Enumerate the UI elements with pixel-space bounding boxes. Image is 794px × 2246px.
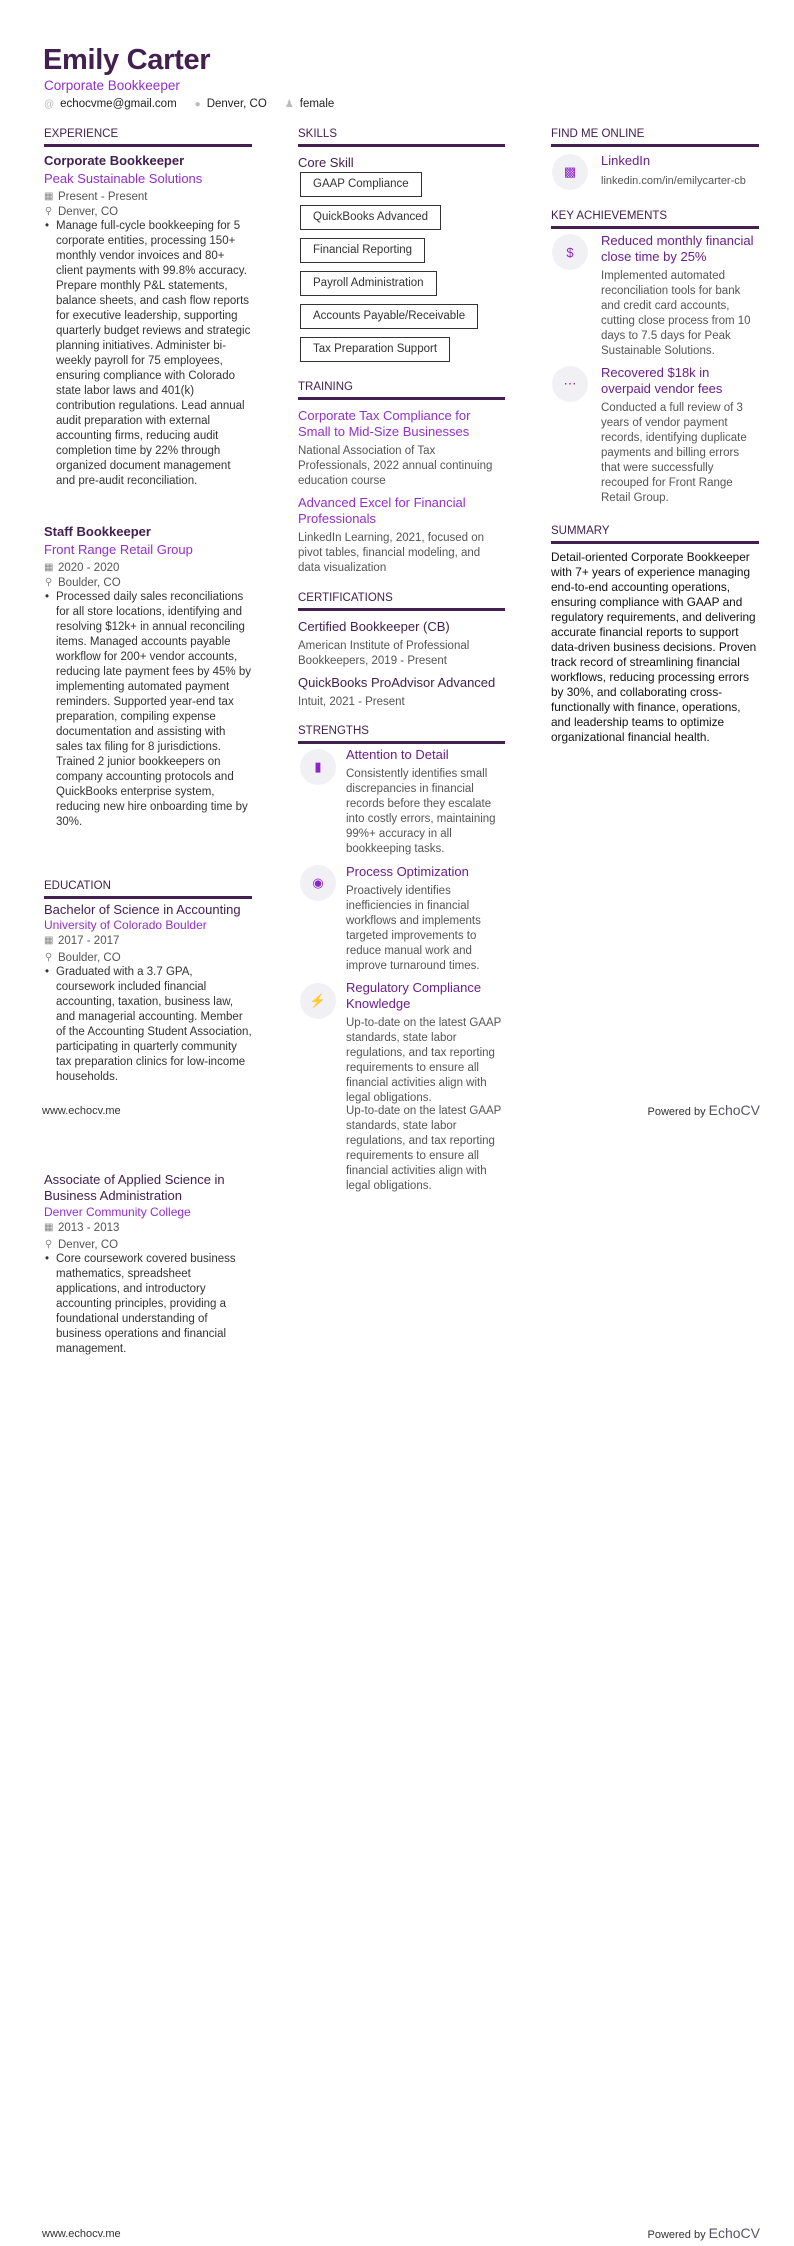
summary-text: Detail-oriented Corporate Bookkeeper with 7+ years of experience managing end-to-end accounting operations, ensuring compliance with GAAP and regulatory requirements, and delivering accurate financial reports to support data-driven business decisions. Proven track record of streamlining financial workflows, reducing processing errors by 30%, and collaborating cross-functionally with finance, operations, and leadership teams to optimize organizational financial health.	[551, 550, 757, 744]
resume-page-2	[0, 1105, 794, 2246]
dates-text: 2013 - 2013	[58, 1221, 120, 1234]
degree: Associate of Applied Science in Business Administration	[44, 1172, 225, 1203]
strength-title: Attention to Detail	[346, 747, 449, 762]
education-section	[44, 880, 252, 899]
achievement-title: Reduced monthly financial close time by 25%	[601, 233, 754, 264]
email[interactable]: echocvme@gmail.com	[60, 98, 177, 110]
footer-powered-by[interactable]	[647, 1102, 760, 1118]
strength-item	[346, 747, 506, 857]
strength-item	[346, 980, 506, 1104]
education-description: • Graduated with a 3.7 GPA, coursework included financial accounting, taxation, business law, and managerial accounting. Member of the Accounting Student Association, participating in quarterly community tax preparation clinics for low-income households.	[44, 965, 252, 1085]
candidate-title: Corporate Bookkeeper	[44, 78, 180, 93]
section-heading: FIND ME ONLINE	[551, 128, 759, 147]
calendar-icon: ▦	[44, 1222, 54, 1233]
strength-continuation	[346, 1105, 506, 1200]
file-bolt-icon: ⚡	[300, 983, 336, 1019]
dollar-icon: $	[552, 234, 588, 270]
company: Peak Sustainable Solutions	[44, 171, 203, 186]
profile-url[interactable]: linkedin.com/in/emilycarter-cb	[601, 175, 746, 187]
education-item	[44, 1172, 252, 1357]
certifications-section	[298, 592, 505, 710]
calendar-icon: ▦	[44, 191, 54, 202]
cake-icon: ▩	[552, 154, 588, 190]
location-pin-icon: ⚲	[44, 206, 53, 217]
training-description: LinkedIn Learning, 2021, focused on pivot tables, financial modeling, and data visualization	[298, 532, 485, 574]
skill-group-title: Core Skill	[298, 155, 354, 170]
strength-title: Process Optimization	[346, 864, 469, 879]
strength-description: Up-to-date on the latest GAAP standards, state labor regulations, and tax reporting requirements to ensure all financial activities align with legal obligations.	[346, 1105, 502, 1192]
location-text: Boulder, CO	[58, 951, 121, 964]
education-item	[44, 902, 252, 1085]
g-circle-icon: ◉	[300, 865, 336, 901]
skill-list	[298, 172, 505, 372]
dates	[44, 1220, 252, 1235]
section-heading: EXPERIENCE	[44, 128, 252, 147]
achievements-section	[551, 210, 759, 229]
footer-website[interactable]: www.echocv.me	[42, 2228, 121, 2240]
certification-description: Intuit, 2021 - Present	[298, 696, 405, 708]
brand-logo: EchoCV	[708, 1102, 760, 1118]
certification-title: Certified Bookkeeper (CB)	[298, 619, 450, 634]
powered-by-text: Powered by	[647, 1106, 706, 1118]
location-pin-icon: ●	[194, 98, 201, 110]
skill-tag: Financial Reporting	[300, 238, 425, 263]
company: Front Range Retail Group	[44, 542, 193, 557]
section-heading: STRENGTHS	[298, 725, 505, 744]
profile-label: LinkedIn	[601, 153, 651, 168]
strengths-section	[298, 725, 505, 744]
job-location	[44, 575, 252, 590]
section-heading: CERTIFICATIONS	[298, 592, 505, 611]
location-text: Boulder, CO	[58, 576, 121, 589]
powered-by-text: Powered by	[647, 2229, 706, 2241]
footer-powered-by[interactable]	[647, 2225, 760, 2241]
dates	[44, 933, 252, 948]
certification-description: American Institute of Professional Bookkeepers, 2019 - Present	[298, 640, 470, 667]
location-text: Denver, CO	[58, 1238, 119, 1251]
strength-description: Proactively identifies inefficiencies in financial workflows and implements targeted improvements to reduce manual work and improve turnaround times.	[346, 885, 481, 972]
footer-website[interactable]: www.echocv.me	[42, 1105, 121, 1117]
gender: female	[299, 98, 335, 110]
location: Denver, CO	[206, 98, 267, 110]
section-heading: SKILLS	[298, 128, 505, 147]
achievement-title: Recovered $18k in overpaid vendor fees	[601, 365, 723, 396]
summary-section	[551, 525, 759, 745]
calendar-icon: ▦	[44, 935, 54, 946]
job-location	[44, 204, 252, 219]
dates	[44, 189, 252, 204]
calendar-icon: ▦	[44, 562, 54, 573]
job-description: • Processed daily sales reconciliations for all store locations, identifying and resolving $12k+ in annual reconciling items. Managed accounts payable workflow for 200+ vendor accounts, reducing late payment fees by 45% by implementing automated payment reminders. Supported year-end tax preparation, compiling expense documentation and assisting with sales tax filing for 8 jurisdictions. Trained 2 junior bookkeepers on company accounting protocols and QuickBooks enterprise system, reducing new hire onboarding time by 30%.	[44, 590, 252, 830]
find-me-online-section	[551, 128, 759, 147]
achievement-item	[601, 365, 759, 506]
experience-section	[44, 128, 252, 147]
person-icon: ♟	[284, 98, 294, 110]
training-description: National Association of Tax Professionals, 2022 annual continuing education course	[298, 445, 493, 487]
training-title: Advanced Excel for Financial Professionals	[298, 495, 466, 526]
section-heading: KEY ACHIEVEMENTS	[551, 210, 759, 229]
brand-logo: EchoCV	[708, 2225, 760, 2241]
certification-title: QuickBooks ProAdvisor Advanced	[298, 675, 496, 690]
school-location	[44, 950, 252, 965]
dates-text: Present - Present	[58, 190, 148, 203]
skill-tag: Payroll Administration	[300, 271, 437, 296]
skill-tag: Accounts Payable/Receivable	[300, 304, 478, 329]
school-location	[44, 1237, 252, 1252]
skills-section	[298, 128, 505, 171]
section-heading: EDUCATION	[44, 880, 252, 899]
file-chart-icon: ▮	[300, 749, 336, 785]
location-text: Denver, CO	[58, 205, 119, 218]
achievement-description: Implemented automated reconciliation tools for bank and credit card accounts, cutting close process from 10 days to 7.5 days for Peak Sustainable Solutions.	[601, 270, 751, 357]
strength-title: Regulatory Compliance Knowledge	[346, 980, 482, 1011]
dots-icon: ⋯	[552, 366, 588, 402]
training-title: Corporate Tax Compliance for Small to Mid-Size Businesses	[298, 408, 471, 439]
strength-description: Consistently identifies small discrepancies in financial records before they escalate into costly errors, maintaining 99%+ accuracy in all bookkeeping tasks.	[346, 768, 496, 855]
degree: Bachelor of Science in Accounting	[44, 902, 241, 917]
strength-description: Up-to-date on the latest GAAP standards, state labor regulations, and tax reporting requirements to ensure all financial activities align with legal obligations.	[346, 1017, 502, 1104]
strength-item	[346, 864, 506, 974]
training-section	[298, 381, 505, 576]
skill-tag: QuickBooks Advanced	[300, 205, 441, 230]
online-profile[interactable]	[601, 153, 759, 189]
location-pin-icon: ⚲	[44, 1239, 53, 1250]
section-heading: SUMMARY	[551, 525, 759, 544]
achievement-description: Conducted a full review of 3 years of vendor payment records, identifying duplicate payments and billing errors that were successfully recouped for Front Range Retail Group.	[601, 402, 747, 504]
achievement-item	[601, 233, 759, 359]
job-description: • Manage full-cycle bookkeeping for 5 corporate entities, processing 150+ monthly vendor invoices and 80+ client payments with 99.8% accuracy. Prepare monthly P&L statements, balance sheets, and cash flow reports for executive leadership, supporting quarterly budget reviews and strategic planning initiatives. Administer bi-weekly payroll for 75 employees, ensuring compliance with Colorado state labor laws and 401(k) contribution regulations. Lead annual audit preparation with external accounting firms, reducing audit completion time by 22% through organized document management and pre-audit reconciliation.	[44, 219, 252, 489]
job-title: Corporate Bookkeeper	[44, 153, 185, 168]
school: Denver Community College	[44, 1205, 191, 1219]
school: University of Colorado Boulder	[44, 918, 207, 932]
skill-tag: Tax Preparation Support	[300, 337, 450, 362]
candidate-name: Emily Carter	[43, 44, 211, 76]
dates	[44, 560, 252, 575]
contact-info	[44, 98, 334, 110]
location-pin-icon: ⚲	[44, 952, 53, 963]
dates-text: 2020 - 2020	[58, 561, 120, 574]
skill-tag: GAAP Compliance	[300, 172, 422, 197]
dates-text: 2017 - 2017	[58, 934, 120, 947]
at-icon: @	[44, 98, 55, 110]
job-title: Staff Bookkeeper	[44, 524, 151, 539]
experience-item	[44, 153, 252, 489]
education-description: • Core coursework covered business mathematics, spreadsheet applications, and introductory accounting principles, providing a foundational understanding of business operations and financial management.	[44, 1252, 252, 1357]
experience-item	[44, 524, 252, 830]
section-heading: TRAINING	[298, 381, 505, 400]
location-pin-icon: ⚲	[44, 577, 53, 588]
